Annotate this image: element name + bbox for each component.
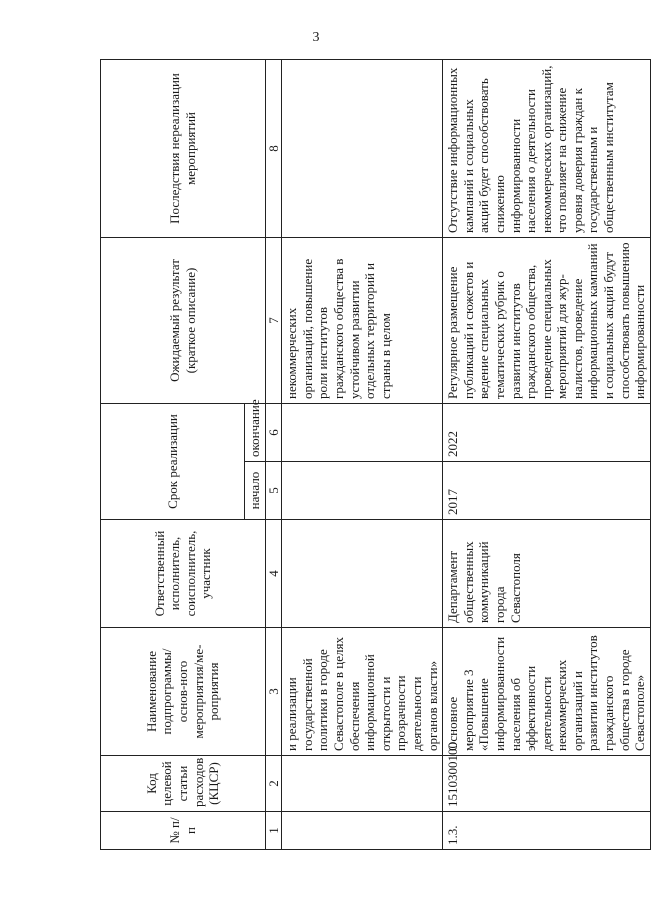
row-result: некоммерческих организаций, повышение роли институтов гражданского общества в устойчивом развитии отдельных территорий и страны в целом [282, 238, 443, 404]
row-num: 1.3. [443, 812, 651, 850]
column-number: 6 [265, 404, 282, 462]
column-number: 2 [265, 756, 282, 812]
column-number-row [265, 60, 282, 850]
row-code: 1510300100 [443, 756, 651, 812]
header-code: Код целевой статьи расходов (КЦСР) [101, 756, 266, 812]
column-number: 7 [265, 238, 282, 404]
column-number: 3 [265, 628, 282, 756]
row-start: 2017 [443, 462, 651, 520]
row-name: и реализации государственной политики в городе Севастополе в целях обеспечения информационной открытости и прозрачности деятельности органов власти» [282, 628, 443, 756]
column-number: 8 [265, 60, 282, 238]
rotated-page-content [100, 60, 648, 850]
header-consequences: Последствия нереализации мероприятий [101, 60, 266, 238]
row-start [282, 462, 443, 520]
header-executor: Ответственный исполнитель, соисполнитель, участник [101, 520, 266, 628]
row-name: Основное мероприятие 3 «Повышение информированности населения об эффективности деятельности некоммерческих организаций и развитии институтов гражданского общества в городе Севастополе» [443, 628, 651, 756]
row-end [282, 404, 443, 462]
table-row [282, 60, 443, 850]
table-row [443, 60, 651, 850]
row-num [282, 812, 443, 850]
column-number: 1 [265, 812, 282, 850]
page-number: 3 [312, 30, 320, 45]
row-consequences [282, 60, 443, 238]
header-start: начало [245, 462, 266, 520]
row-result: Регулярное размещение публикаций и сюжетов и ведение специальных тематических рубрик о развитии институтов гражданского общества, проведение специальных мероприятий для жур-налистов, проведение информационных кампаний и социальных акций будут способствовать повышению информированности [443, 238, 651, 404]
header-num: № п/п [101, 812, 266, 850]
header-end: окончание [245, 404, 266, 462]
row-end: 2022 [443, 404, 651, 462]
header-result: Ожидаемый результат (краткое описание) [101, 238, 266, 404]
row-code [282, 756, 443, 812]
column-number: 5 [265, 462, 282, 520]
row-executor [282, 520, 443, 628]
row-consequences: Отсутствие информационных кампаний и социальных акций будет способствовать снижению информированности населения о деятельности некоммерческих организаций, что повлияет на снижение уровня доверия граждан к государственным и общественным институтам [443, 60, 651, 238]
program-table [100, 59, 651, 850]
header-period: Срок реализации [101, 404, 245, 520]
row-executor: Департамент общественных коммуникаций города Севастополя [443, 520, 651, 628]
header-name: Наименование подпрограммы/основ-ного мероприятия/ме-роприятия [101, 628, 266, 756]
column-number: 4 [265, 520, 282, 628]
